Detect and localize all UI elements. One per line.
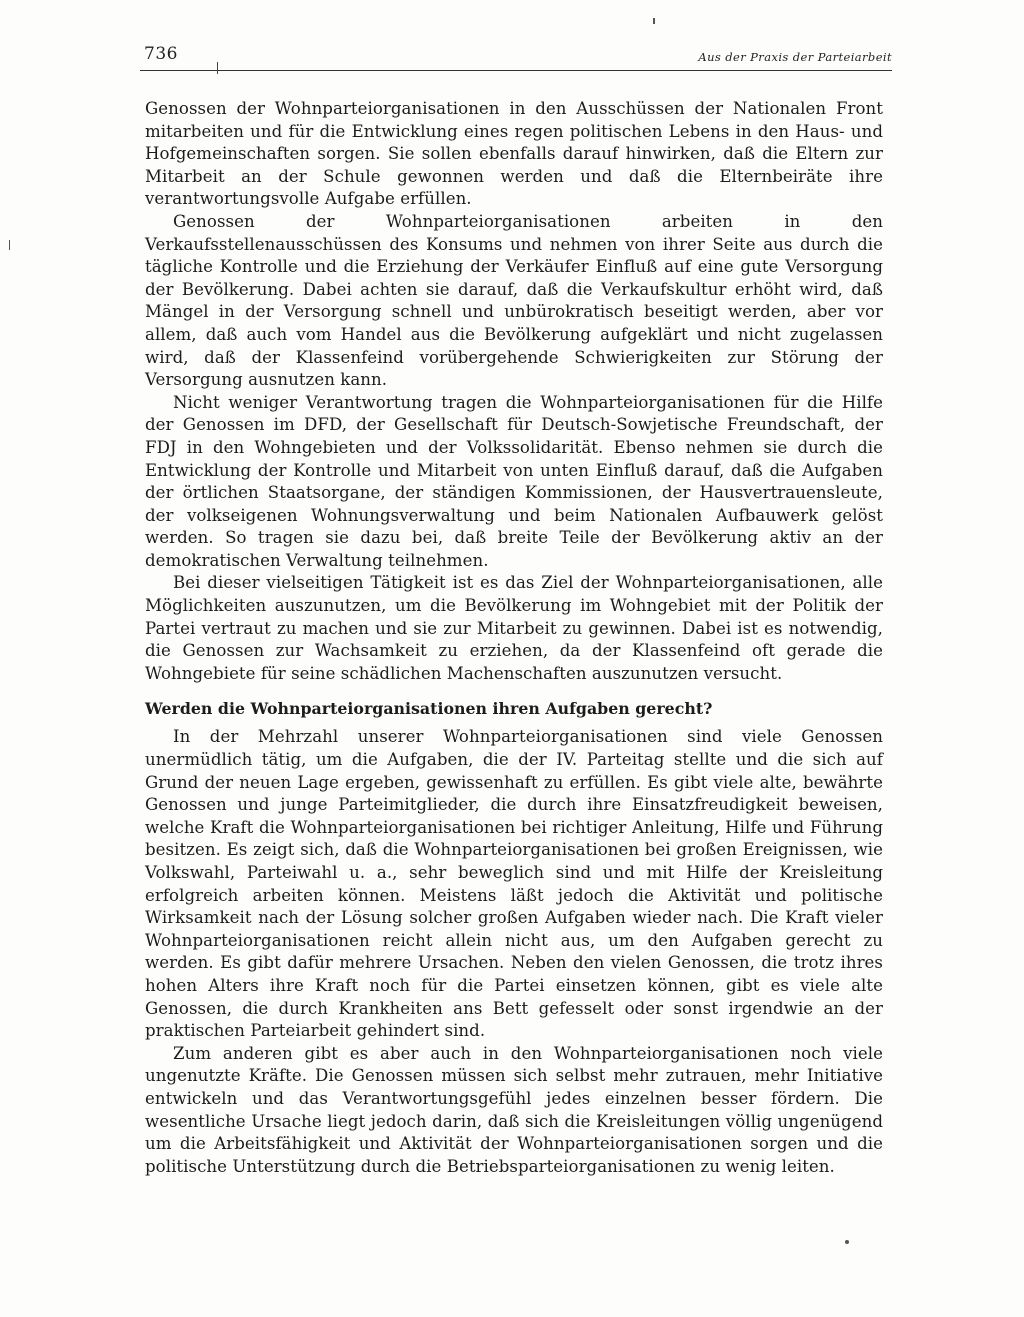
scan-speck (9, 240, 10, 250)
running-header (140, 44, 892, 71)
page-number: 736 (144, 44, 178, 64)
paragraph: Bei dieser vielseitigen Tätigkeit ist es das Ziel der Wohnparteiorganisationen, alle Möglichkeiten auszunutzen, um die Bevölkerung im Wohngebiet mit der Politik der Partei vertraut zu machen und sie zur Mitarbeit zu gewinnen. Dabei ist es notwendig, die Genossen zur Wachsamkeit zu erziehen, da der Klassenfeind oft gerade die Wohngebiete für seine schädlichen Machenschaften auszunutzen versucht. (145, 573, 883, 683)
paragraph: Genossen der Wohnparteiorganisationen arbeiten in den Verkaufsstellenausschüssen des Konsums und nehmen von ihrer Seite aus durch die tägliche Kontrolle und die Erziehung der Verkäufer Einfluß auf eine gute Versorgung der Bevölkerung. Dabei achten sie darauf, daß die Verkaufskultur erhöht wird, daß Mängel in der Versorgung schnell und unbürokratisch beseitigt werden, aber vor allem, daß auch vom Handel aus die Bevölkerung aufgeklärt und nicht zugelassen wird, daß der Klassenfeind vorübergehende Schwierigkeiten zur Störung der Versorgung ausnutzen kann. (145, 211, 883, 390)
running-title: Aus der Praxis der Parteiarbeit (698, 50, 892, 64)
paragraph: Nicht weniger Verantwortung tragen die Wohnparteiorganisationen für die Hilfe der Genossen im DFD, der Gesellschaft für Deutsch-Sowjetische Freundschaft, der FDJ in den Wohngebieten und der Volkssolidarität. Ebenso nehmen sie durch die Entwicklung der Kontrolle und Mitarbeit von unten Einfluß darauf, daß die Aufgaben der örtlichen Staatsorgane, der ständigen Kommissionen, der Hausvertrauensleute, der volkseigenen Wohnungsverwaltung und beim Nationalen Aufbauwerk gelöst werden. So tragen sie dazu bei, daß breite Teile der Bevölkerung aktiv an der demokratischen Verwaltung teilnehmen. (145, 392, 883, 570)
paragraph: Genossen der Wohnparteiorganisationen in den Ausschüssen der Nationalen Front mitarbeiten und für die Entwicklung eines regen politischen Lebens in den Haus- und Hofgemeinschaften sorgen. Sie sollen ebenfalls darauf hinwirken, daß die Eltern zur Mitarbeit an der Schule gewonnen werden und daß die Elternbeiräte ihre verantwortungsvolle Aufgabe erfüllen. (145, 99, 883, 209)
scan-speck (845, 1240, 849, 1244)
paragraph: Zum anderen gibt es aber auch in den Wohnparteiorganisationen noch viele ungenutzte Kräfte. Die Genossen müssen sich selbst mehr zutrauen, mehr Initiative entwickeln und das Verantwortungsgefühl jedes einzelnen besser fördern. Die wesentliche Ursache liegt jedoch darin, daß sich die Kreisleitungen völlig ungenügend um die Arbeitsfähigkeit und Aktivität der Wohnparteiorganisationen sorgen und die politische Unterstützung durch die Betriebsparteiorganisationen zu wenig leiten. (145, 1043, 883, 1176)
section-heading: Werden die Wohnparteiorganisationen ihren Aufgaben gerecht? (145, 699, 713, 719)
scan-speck (653, 18, 655, 24)
body-text (145, 98, 883, 1178)
paragraph: In der Mehrzahl unserer Wohnparteiorganisationen sind viele Genossen unermüdlich tätig, um die Aufgaben, die der IV. Parteitag stellte und die sich auf Grund der neuen Lage ergeben, gewissenhaft zu erfüllen. Es gibt viele alte, bewährte Genossen und junge Parteimitglieder, die durch ihre Einsatzfreudigkeit beweisen, welche Kraft die Wohnparteiorganisationen bei richtiger Anleitung, Hilfe und Führung besitzen. Es zeigt sich, daß die Wohnparteiorganisationen bei großen Ereignissen, wie Volkswahl, Parteiwahl u. a., sehr beweglich sind und mit Hilfe der Kreisleitung erfolgreich arbeiten können. Meistens läßt jedoch die Aktivität und politische Wirksamkeit nach der Lösung solcher großen Aufgaben wieder nach. Die Kraft vieler Wohnparteiorganisationen reicht allein nicht aus, um den Aufgaben gerecht zu werden. Es gibt dafür mehrere Ursachen. Neben den vielen Genossen, die trotz ihres hohen Alters ihre Kraft noch für die Partei einsetzen können, gibt es viele alte Genossen, die durch Krankheiten ans Bett gefesselt oder sonst irgendwie an der praktischen Parteiarbeit gehindert sind. (145, 727, 883, 1041)
header-rule-tick (217, 62, 218, 74)
